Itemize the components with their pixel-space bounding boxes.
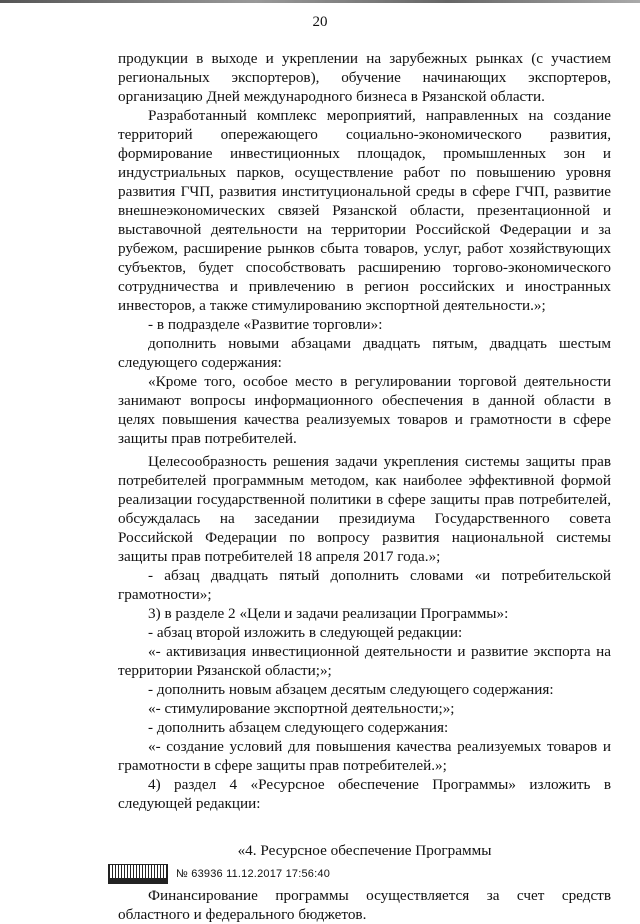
paragraph: - дополнить абзацем следующего содержания:: [148, 719, 449, 736]
paragraph: 3) в разделе 2 «Цели и задачи реализации Программы»:: [148, 605, 509, 622]
paragraph: продукции в выходе и укреплении на зарубежных рынках (с участием региональных экспортеров), обучение начинающих экспортеров, организацию Дней международного бизнеса в Рязанской области.: [118, 50, 611, 105]
document-body: [118, 49, 611, 924]
paragraph: 4) раздел 4 «Ресурсное обеспечение Программы» изложить в следующей редакции:: [118, 776, 611, 812]
paragraph: «- стимулирование экспортной деятельности;»;: [148, 700, 455, 717]
scan-edge: [0, 0, 640, 3]
paragraph: - дополнить новым абзацем десятым следующего содержания:: [148, 681, 554, 698]
page-number: 20: [312, 14, 328, 30]
paragraph: Разработанный комплекс мероприятий, направленных на создание территорий опережающего социально-экономического развития, формирование инвестиционных площадок, промышленных зон и индустриальных парков, осуществление работ по повышению уровня развития ГЧП, развития институциональной среды в сфере ГЧП, развитие внешнеэкономических связей Рязанской области, презентационной и выставочной деятельности на территории Российской Федерации и за рубежом, расширение рынков сбыта товаров, услуг, работ хозяйствующих субъектов, будет способствовать расширению торгово-экономического сотрудничества и привлечению в регион российских и иностранных инвесторов, а также стимулированию экспортной деятельности.»;: [118, 107, 611, 314]
paragraph: Целесообразность решения задачи укрепления системы защиты прав потребителей программным методом, как наиболее эффективной формой реализации государственной политики в сфере защиты прав потребителей, обсуждалась на заседании президиума Государственного совета Российской Федерации по вопросу развития национальной системы защиты прав потребителей 18 апреля 2017 года.»;: [118, 453, 611, 565]
paragraph: - в подразделе «Развитие торговли»:: [148, 316, 383, 333]
paragraph: «- активизация инвестиционной деятельности и развитие экспорта на территории Рязанской области;»;: [118, 643, 611, 679]
paragraph: Финансирование программы осуществляется за счет средств областного и федерального бюджетов.: [118, 887, 611, 923]
paragraph: «- создание условий для повышения качества реализуемых товаров и грамотности в сфере защиты прав потребителей.»;: [118, 738, 611, 774]
registration-number: № 63936 11.12.2017 17:56:40: [176, 868, 331, 880]
paragraph: «Кроме того, особое место в регулировании торговой деятельности занимают вопросы информационного обеспечения в данной области в целях повышения качества реализуемых товаров и грамотности в сфере защиты прав потребителей.: [118, 373, 611, 447]
registry-logo-icon: [108, 864, 168, 884]
paragraph: дополнить новыми абзацами двадцать пятым, двадцать шестым следующего содержания:: [118, 335, 611, 371]
registration-stamp: [108, 864, 330, 884]
section-heading: «4. Ресурсное обеспечение Программы: [237, 842, 492, 859]
paragraph: - абзац второй изложить в следующей редакции:: [148, 624, 463, 641]
paragraph: - абзац двадцать пятый дополнить словами «и потребительской грамотности»;: [118, 567, 611, 603]
